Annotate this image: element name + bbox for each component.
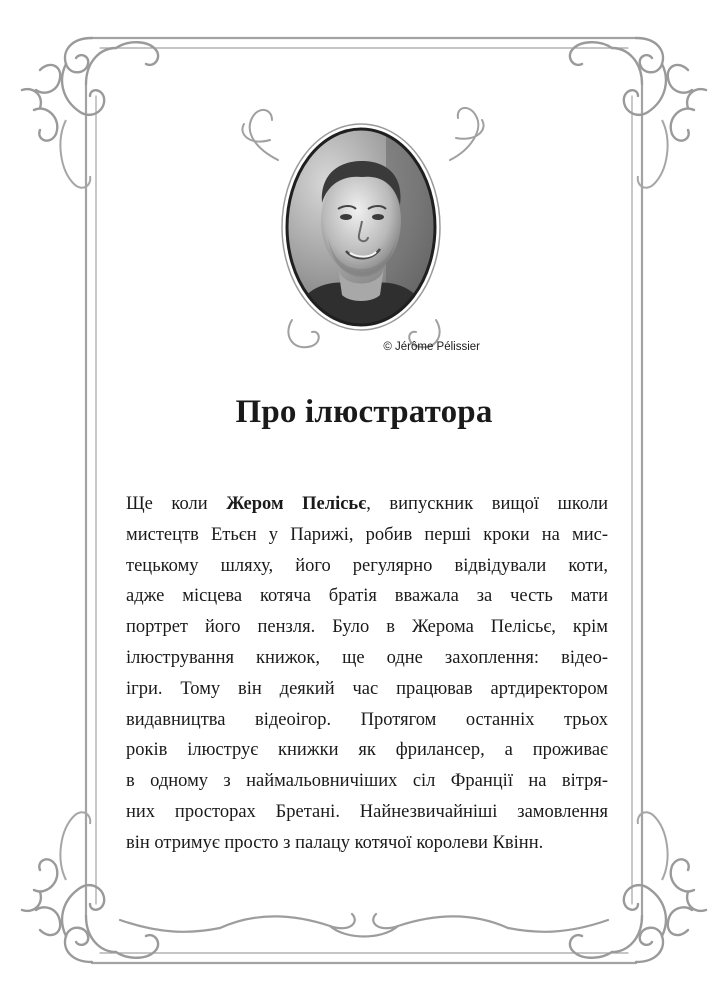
bio-line: адже місцева котяча братія вважала за честь мати	[126, 586, 608, 607]
corner-ornament	[22, 38, 158, 141]
bio-line: ілюстрування книжок, ще одне захоплення: відео-	[126, 647, 608, 668]
bio-line: тецькому шляху, його регулярно відвідували коти,	[126, 555, 608, 576]
bio-line: портрет його пензля. Було в Жерома Пелісьє, крім	[126, 617, 608, 638]
bio-paragraph	[126, 489, 608, 859]
illustrator-portrait	[276, 117, 446, 337]
bio-line: Ще коли Жером Пелісьє, випускник вищої школи	[126, 494, 609, 514]
bio-line: в одному з наймальовничіших сіл Франції на вітря-	[126, 771, 608, 792]
photo-credit: © Jérôme Pélissier	[383, 341, 480, 353]
page-title: Про ілюстратора	[235, 394, 493, 430]
illustrator-name: Жером Пелісьє	[226, 494, 367, 514]
bio-line: ігри. Тому він деякий час працював артдиректором	[126, 678, 608, 699]
bio-line: них просторах Бретані. Найнезвичайніші замовлення	[126, 801, 608, 822]
bio-line: видавництва відеоігор. Протягом останніх трьох	[126, 709, 608, 730]
bio-line: він отримує просто з палацу котячої королеви Квінн.	[126, 832, 544, 853]
bio-line: мистецтв Етьєн у Парижі, робив перші кроки на мис-	[126, 524, 608, 545]
bio-line: років ілюструє книжки як фрилансер, а проживає	[126, 740, 608, 761]
